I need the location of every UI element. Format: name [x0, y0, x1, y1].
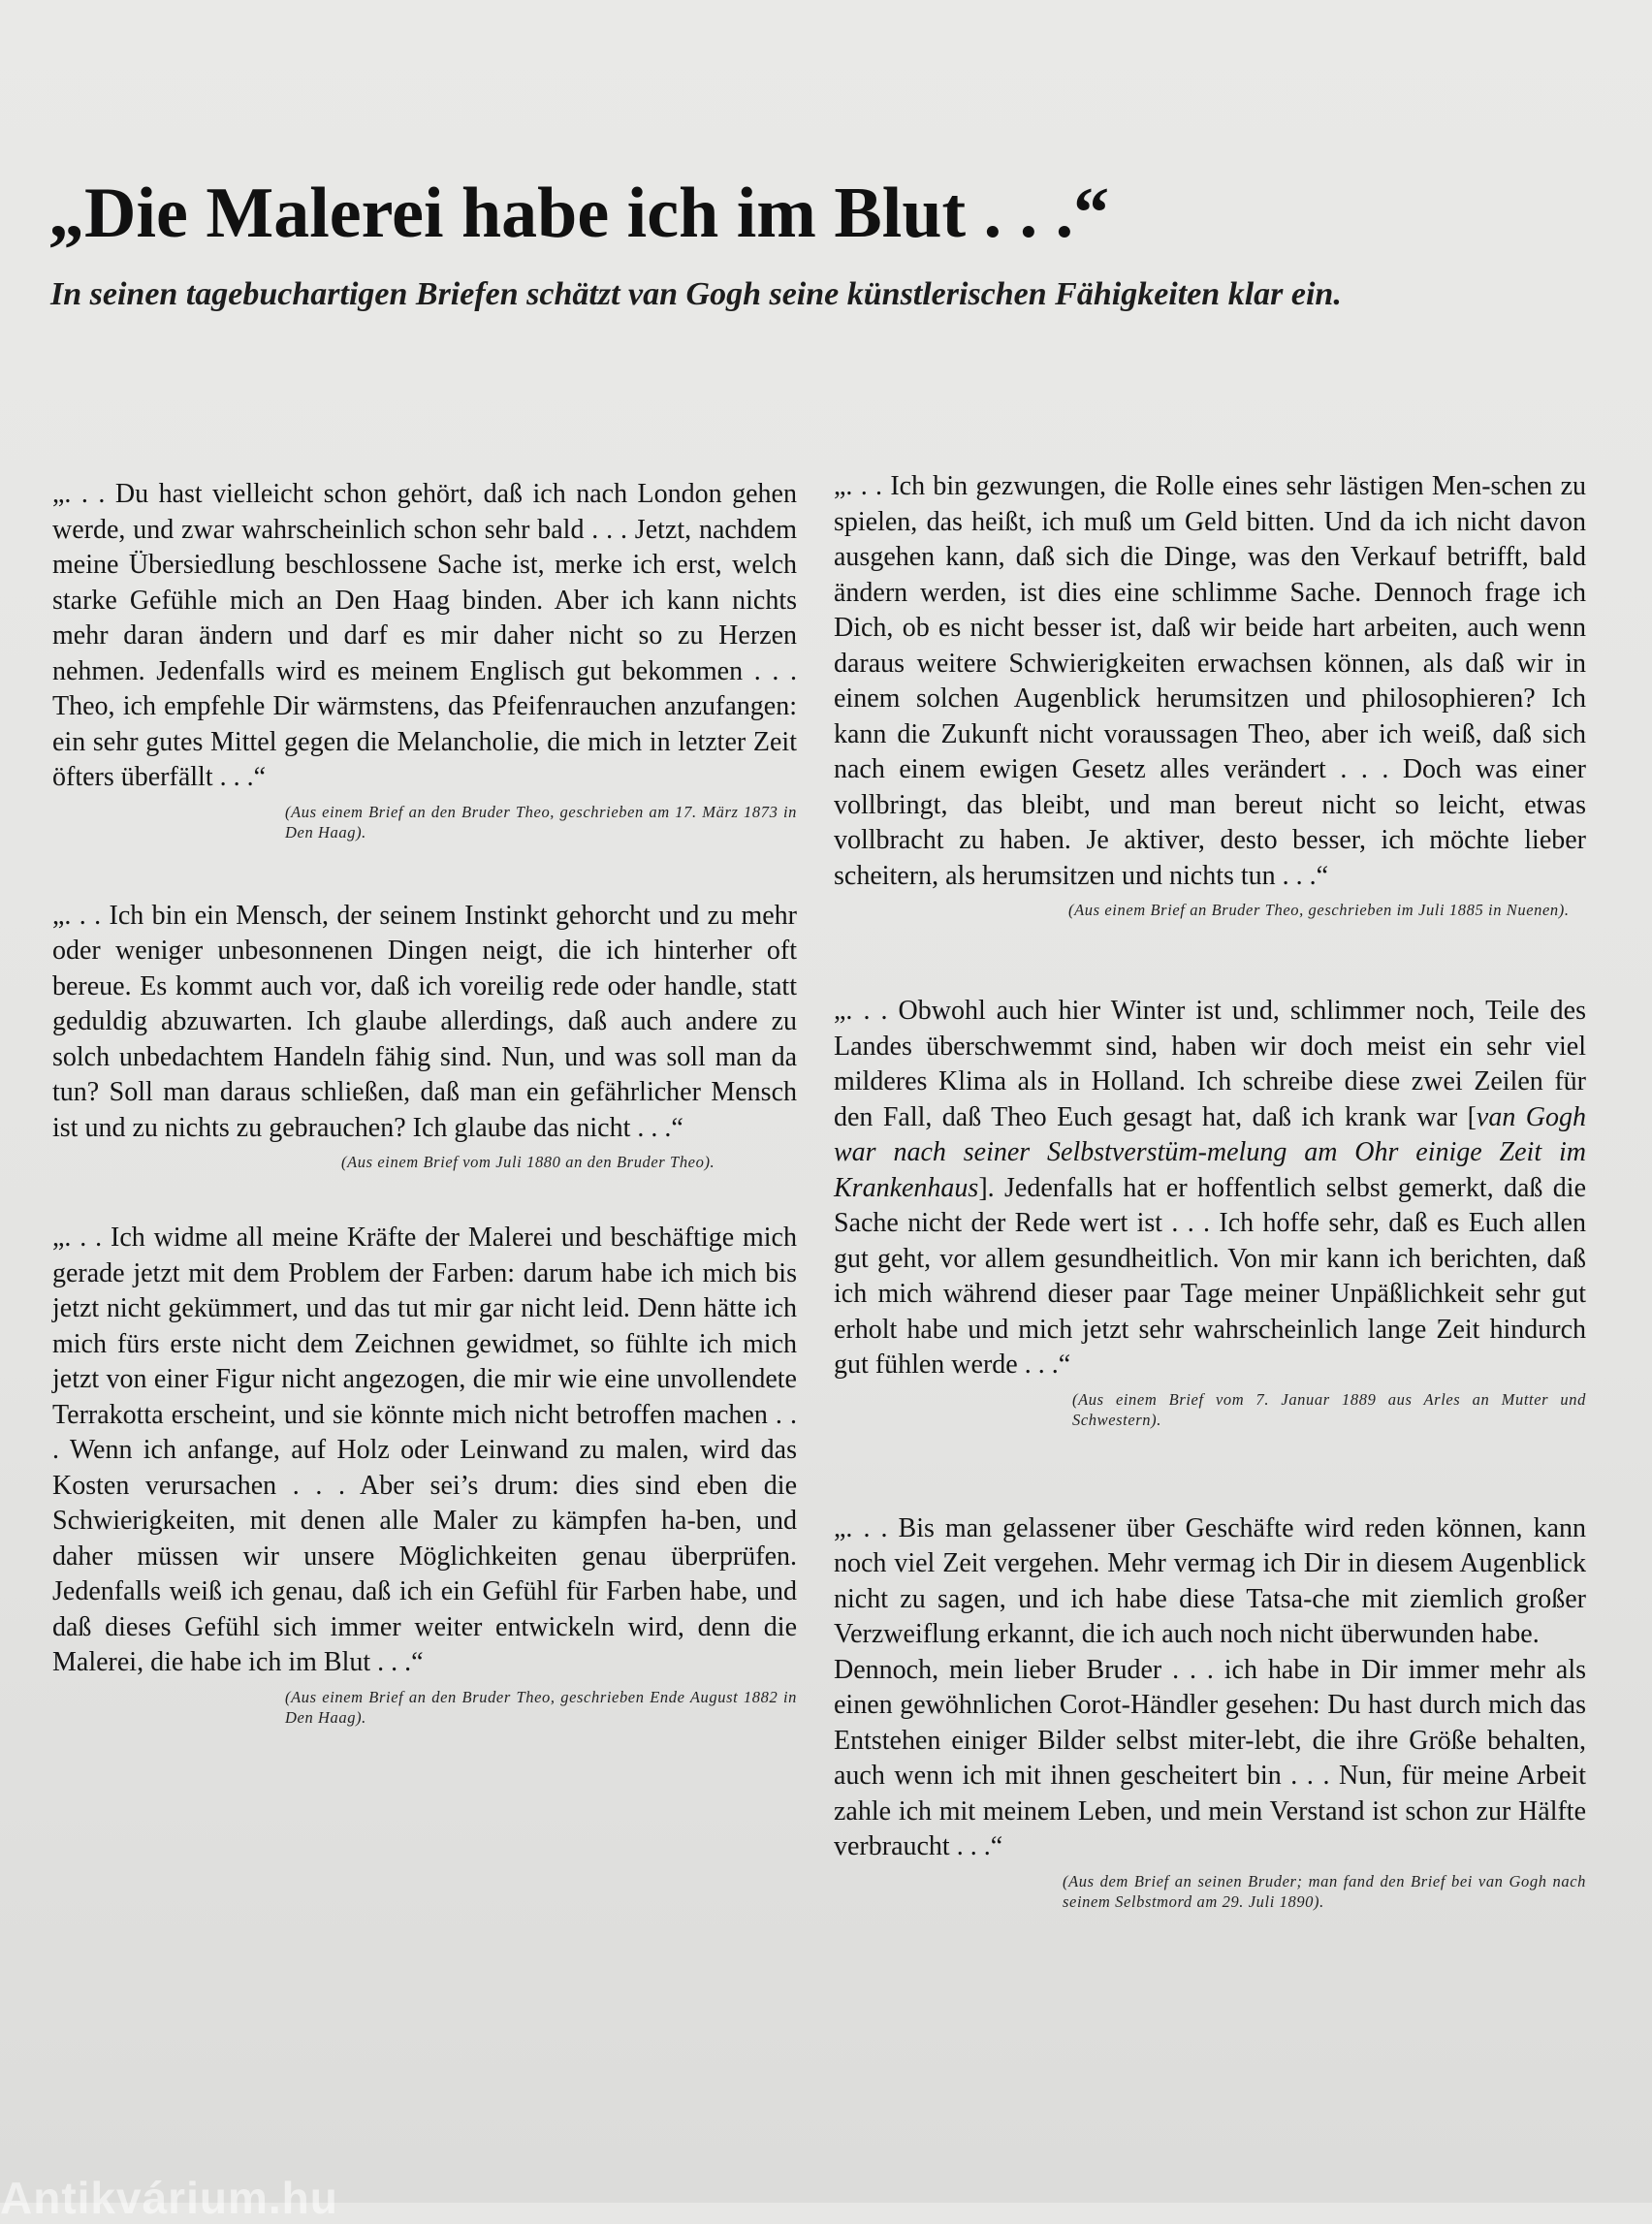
- quote-text: „. . . Bis man gelassener über Geschäfte wird reden können, kann noch viel Zeit vergehen. Mehr vermag ich Dir in diesem Augenblick nicht zu sagen, und ich habe diese Tatsa-che mit ziemlich großer Verzweiflung erkannt, die ich auch noch nicht überwunden habe.: [834, 1512, 1586, 1649]
- quote-text-continued: Dennoch, mein lieber Bruder . . . ich habe in Dir immer mehr als einen gewöhnlichen Corot-Händler gesehen: Du hast durch mich das Entstehen einiger Bilder selbst miter-lebt, die ihre Größe behalten, auch wenn ich mit ihnen gescheitert bin . . . Nun, für meine Arbeit zahle ich mit meinem Leben, und mein Verstand ist schon zur Hälfte verbraucht . . .“: [834, 1654, 1586, 1861]
- quote-text: „. . . Ich bin gezwungen, die Rolle eines sehr lästigen Men-schen zu spielen, das heißt, ich muß um Geld bitten. Und da ich nicht davon ausgehen kann, daß sich die Dinge, was den Verkauf betrifft, bald ändern werden, ist dies eine schlimme Sache. Dennoch frage ich Dich, ob es nicht besser ist, daß wir beide hart arbeiten, auch wenn daraus weitere Schwierigkeiten erwachsen können, als daß wir in einem solchen Augenblick herumsitzen und philosophieren? Ich kann die Zukunft nicht voraussagen Theo, aber ich weiß, daß sich nach einem ewigen Gesetz alles verändert . . . Doch was einer vollbringt, das bleibt, und man bereut nicht so leicht, etwas vollbracht zu haben. Je aktiver, desto besser, ich möchte lieber scheitern, als herumsitzen und nichts tun . . .“: [834, 471, 1586, 891]
- quote-last-letter-1890: [834, 1511, 1586, 1912]
- quote-arles-1889: [834, 994, 1586, 1430]
- watermark: Antikvárium.hu: [0, 2173, 338, 2223]
- quote-citation: (Aus einem Brief vom Juli 1880 an den Bruder Theo).: [341, 1153, 715, 1171]
- quote-citation: (Aus einem Brief an den Bruder Theo, geschrieben Ende August 1882 in Den Haag).: [285, 1687, 797, 1727]
- quote-citation: (Aus einem Brief vom 7. Januar 1889 aus Arles an Mutter und Schwestern).: [1072, 1389, 1586, 1429]
- left-column: [52, 477, 797, 1728]
- quote-text-after: ]. Jedenfalls hat er hoffentlich selbst gemerkt, daß die Sache nicht der Rede wert ist . . . Ich hoffe sehr, daß es Euch allen gut geht, vor allem gesundheitlich. Von mir kann ich berichten, daß ich mich während dieser paar Tage meiner Unpäßlichkeit sehr gut erholt habe und mich jetzt sehr wahrscheinlich lange Zeit hindurch gut fühlen werde . . .“: [834, 1172, 1586, 1380]
- right-column: [834, 469, 1586, 1912]
- quote-colors-1882: [52, 1221, 797, 1728]
- quote-text: „. . . Ich bin ein Mensch, der seinem Instinkt gehorcht und zu mehr oder weniger unbesonnenen Dingen neigt, die ich hinterher oft bereue. Es kommt auch vor, daß ich voreilig rede oder handle, statt geduldig abzuwarten. Ich glaube allerdings, daß auch andere zu solch unbedachtem Handeln fähig sind. Nun, und was soll man da tun? Soll man daraus schließen, daß man ein gefährlicher Mensch ist und zu nichts zu gebrauchen? Ich glaube das nicht . . .“: [52, 900, 797, 1143]
- quote-instinct-1880: [52, 899, 797, 1173]
- page-title: „Die Malerei habe ich im Blut . . .“: [48, 174, 1110, 253]
- quote-text: „. . . Ich widme all meine Kräfte der Malerei und beschäftige mich gerade jetzt mit dem Problem der Farben: darum habe ich mich bis jetzt nicht gekümmert, und das tut mir gar nicht leid. Denn hätte ich mich fürs erste nicht dem Zeichnen gewidmet, so fühlte ich mich jetzt von einer Figur nicht angezogen, die mir wie eine unvollendete Terrakotta erscheint, und sie könnte mich nicht betroffen machen . . . Wenn ich anfange, auf Holz oder Leinwand zu malen, wird das Kosten verursachen . . . Aber sei’s drum: dies sind eben die Schwierigkeiten, mit denen alle Maler zu kämpfen ha-ben, und daher müssen wir unsere Möglichkeiten genau überprüfen. Jedenfalls weiß ich genau, daß ich ein Gefühl für Farben habe, und daß dieses Gefühl sich immer weiter entwickeln wird, denn die Malerei, die habe ich im Blut . . .“: [52, 1223, 797, 1677]
- quote-citation: (Aus einem Brief an den Bruder Theo, geschrieben am 17. März 1873 in Den Haag).: [285, 802, 797, 842]
- quote-text: [834, 994, 1586, 1383]
- quote-citation: (Aus einem Brief an Bruder Theo, geschrieben im Juli 1885 in Nuenen).: [1068, 901, 1570, 919]
- quote-london-1873: [52, 477, 797, 842]
- quote-money-1885: [834, 469, 1586, 920]
- quote-text: „. . . Du hast vielleicht schon gehört, daß ich nach London gehen werde, und zwar wahrscheinlich schon sehr bald . . . Jetzt, nachdem meine Übersiedlung beschlossene Sache ist, merke ich erst, welch starke Gefühle mich an Den Haag binden. Aber ich kann nichts mehr daran ändern und darf es mir daher nicht so zu Herzen nehmen. Jedenfalls wird es meinem Englisch gut bekommen . . . Theo, ich empfehle Dir wärmstens, das Pfeifenrauchen anzufangen: ein sehr gutes Mittel gegen die Melancholie, die mich in letzter Zeit öfters überfällt . . .“: [52, 479, 797, 792]
- editorial-insertion: van Gogh war nach seiner Selbstverstüm-melung am Ohr einige Zeit im Krankenhaus: [834, 1101, 1586, 1203]
- quote-citation: (Aus dem Brief an seinen Bruder; man fand den Brief bei van Gogh nach seinem Selbstmord am 29. Juli 1890).: [1063, 1871, 1586, 1911]
- quote-text-before: „. . . Obwohl auch hier Winter ist und, schlimmer noch, Teile des Landes überschwemmt sind, haben wir doch meist ein sehr viel milderes Klima als in Holland. Ich schreibe diese zwei Zeilen für den Fall, daß Theo Euch gesagt hat, daß ich krank war [: [834, 996, 1586, 1132]
- page-subtitle: In seinen tagebuchartigen Briefen schätzt van Gogh seine künstlerischen Fähigkeiten klar ein.: [50, 276, 1342, 312]
